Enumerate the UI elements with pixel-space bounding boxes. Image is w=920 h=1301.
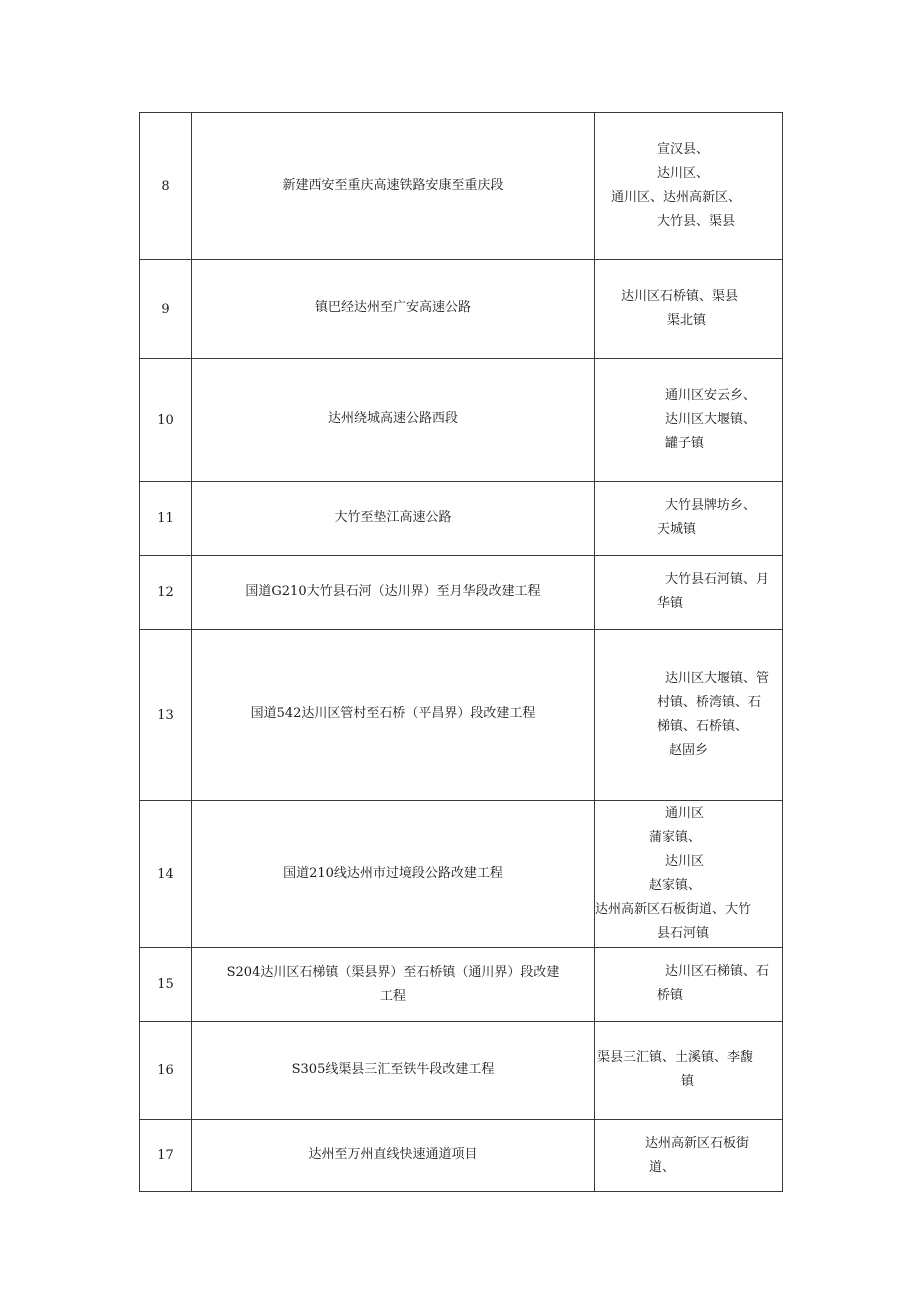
table-row (140, 482, 783, 556)
project-name: 达州至万州直线快速通道项目 (192, 1120, 595, 1192)
project-name: 大竹至垫江高速公路 (192, 482, 595, 556)
row-number: 13 (140, 630, 192, 801)
table-row (140, 1120, 783, 1192)
project-location: 渠县三汇镇、土溪镇、李馥 镇 (595, 1022, 783, 1120)
table-row (140, 1022, 783, 1120)
project-name: 镇巴经达州至广安高速公路 (192, 260, 595, 359)
table-row (140, 948, 783, 1022)
project-name: 国道210线达州市过境段公路改建工程 (192, 801, 595, 948)
project-location: 通川区安云乡、 达川区大堰镇、 罐子镇 (595, 359, 783, 482)
project-name: S305线渠县三汇至铁牛段改建工程 (192, 1022, 595, 1120)
table-row (140, 630, 783, 801)
project-location: 大竹县牌坊乡、 天城镇 (595, 482, 783, 556)
project-name: 新建西安至重庆高速铁路安康至重庆段 (192, 113, 595, 260)
project-name: 达州绕城高速公路西段 (192, 359, 595, 482)
row-number: 12 (140, 556, 192, 630)
project-location: 宣汉县、 达川区、 通川区、达州高新区、 大竹县、渠县 (595, 113, 783, 260)
project-table (139, 112, 783, 1192)
row-number: 11 (140, 482, 192, 556)
row-number: 8 (140, 113, 192, 260)
row-number: 9 (140, 260, 192, 359)
row-number: 15 (140, 948, 192, 1022)
table-row (140, 556, 783, 630)
row-number: 16 (140, 1022, 192, 1120)
project-name: 国道542达川区管村至石桥（平昌界）段改建工程 (192, 630, 595, 801)
project-name: S204达川区石梯镇（渠县界）至石桥镇（通川界）段改建 工程 (192, 948, 595, 1022)
table-row (140, 113, 783, 260)
project-location: 达川区石桥镇、渠县 渠北镇 (595, 260, 783, 359)
project-location: 达川区石梯镇、石 桥镇 (595, 948, 783, 1022)
project-name: 国道G210大竹县石河（达川界）至月华段改建工程 (192, 556, 595, 630)
project-location: 达州高新区石板街 道、 (595, 1120, 783, 1192)
project-location: 通川区 蒲家镇、 达川区 赵家镇、 达州高新区石板街道、大竹 县石河镇 (595, 801, 783, 948)
row-number: 10 (140, 359, 192, 482)
row-number: 17 (140, 1120, 192, 1192)
table-row (140, 801, 783, 948)
table-row (140, 260, 783, 359)
table-row (140, 359, 783, 482)
row-number: 14 (140, 801, 192, 948)
project-location: 大竹县石河镇、月 华镇 (595, 556, 783, 630)
project-location: 达川区大堰镇、管 村镇、桥湾镇、石 梯镇、石桥镇、 赵固乡 (595, 630, 783, 801)
